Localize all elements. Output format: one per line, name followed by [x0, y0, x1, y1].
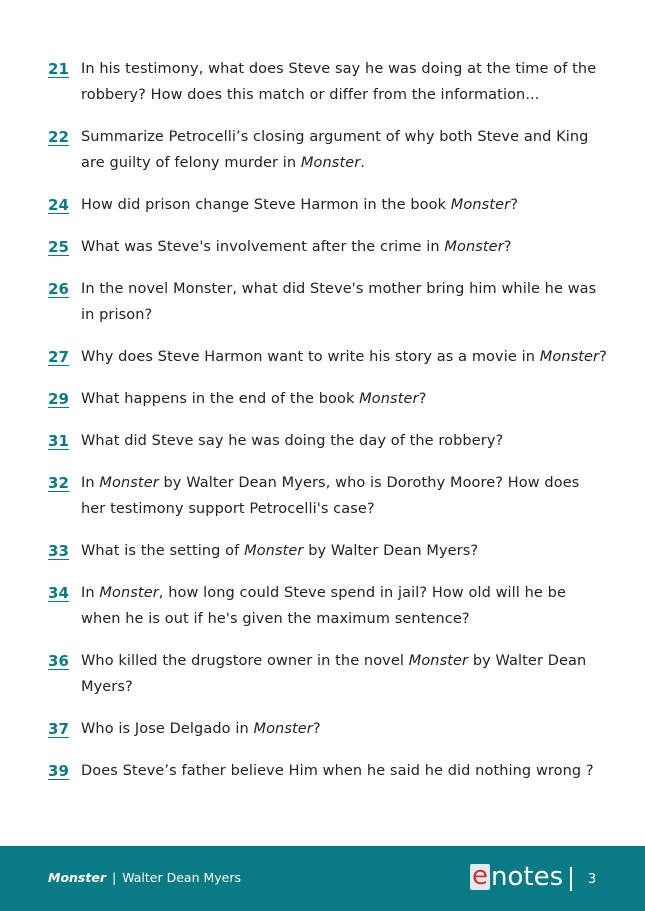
book-title-italic: Monster [408, 653, 469, 669]
text-segment: How did prison change Steve Harmon in the book [81, 197, 451, 213]
question-text [81, 192, 608, 218]
book-title-italic: Monster [359, 391, 419, 407]
question-number-link[interactable]: 39 [48, 762, 70, 780]
logo-notes: notes [491, 862, 564, 892]
text-segment: Summarize Petrocelli’s closing argument of why both Steve and King are guilty of felony murder in [81, 129, 589, 171]
question-text [81, 758, 608, 784]
question-number-link[interactable]: 31 [48, 432, 70, 450]
question-number-link[interactable]: 36 [48, 652, 70, 670]
question-text [81, 234, 608, 260]
footer-title: Monster [48, 870, 106, 885]
text-segment: Who is Jose Delgado in [81, 721, 254, 737]
text-segment: What happens in the end of the book [81, 391, 360, 407]
question-number-link[interactable]: 24 [48, 196, 70, 214]
book-title-italic: Monster [539, 349, 600, 365]
text-segment: In his testimony, what does Steve say he was doing at the time of the robbery? How does this match or differ from the information... [81, 61, 597, 103]
question-text [81, 124, 608, 176]
text-segment: What did Steve say he was doing the day of the robbery? [81, 433, 504, 449]
question-item [48, 124, 608, 176]
book-title-italic: Monster [450, 197, 511, 213]
question-number-link[interactable]: 32 [48, 474, 70, 492]
text-segment: ? [599, 349, 607, 365]
page-number: 3 [588, 872, 597, 887]
question-item [48, 192, 608, 218]
question-text [81, 538, 608, 564]
question-item [48, 234, 608, 260]
question-number-link[interactable]: 21 [48, 60, 70, 78]
question-item [48, 428, 608, 454]
book-title-italic: Monster [444, 239, 504, 255]
question-item [48, 648, 608, 700]
question-item [48, 276, 608, 328]
text-segment: In [81, 585, 100, 601]
question-item [48, 386, 608, 412]
question-number-link[interactable]: 22 [48, 128, 70, 146]
footer-separator: | [111, 870, 117, 885]
text-segment: by Walter Dean Myers, who is Dorothy Moore? How does her testimony support Petrocelli's case? [81, 475, 580, 517]
footer-divider [570, 867, 572, 891]
text-segment: . [360, 155, 366, 171]
book-title-italic: Monster [253, 721, 313, 737]
question-number-link[interactable]: 33 [48, 542, 70, 560]
question-item [48, 716, 608, 742]
question-number-link[interactable]: 27 [48, 348, 70, 366]
footer-author: Walter Dean Myers [122, 870, 241, 885]
book-title-italic: Monster [99, 475, 159, 491]
footer-book-info [48, 870, 241, 885]
text-segment: ? [418, 391, 427, 407]
text-segment: Who killed the drugstore owner in the novel [81, 653, 409, 669]
text-segment: by Walter Dean Myers? [303, 543, 479, 559]
footer [0, 846, 645, 911]
text-segment: What was Steve's involvement after the crime in [81, 239, 445, 255]
question-item [48, 470, 608, 522]
question-text [81, 716, 608, 742]
text-segment: Does Steve’s father believe Him when he said he did nothing wrong ? [81, 763, 594, 779]
logo-e: e [472, 861, 488, 891]
text-segment: ? [510, 197, 518, 213]
question-item [48, 580, 608, 632]
question-text [81, 648, 608, 700]
question-number-link[interactable]: 25 [48, 238, 70, 256]
question-number-link[interactable]: 37 [48, 720, 70, 738]
text-segment: Why does Steve Harmon want to write his story as a movie in [81, 349, 540, 365]
question-text [81, 386, 608, 412]
question-item [48, 758, 608, 784]
question-text [81, 344, 608, 370]
question-item [48, 56, 608, 108]
text-segment: ? [312, 721, 321, 737]
text-segment: ? [503, 239, 512, 255]
question-text [81, 470, 608, 522]
text-segment: In the novel Monster, what did Steve's mother bring him while he was in prison? [81, 281, 597, 323]
text-segment: , how long could Steve spend in jail? How old will he be when he is out if he's given the maximum sentence? [81, 585, 566, 627]
question-item [48, 344, 608, 370]
question-text [81, 428, 608, 454]
question-number-link[interactable]: 29 [48, 390, 70, 408]
question-number-link[interactable]: 26 [48, 280, 70, 298]
enotes-logo[interactable] [470, 863, 563, 891]
question-text [81, 56, 608, 108]
question-item [48, 538, 608, 564]
book-title-italic: Monster [300, 155, 361, 171]
book-title-italic: Monster [244, 543, 304, 559]
question-text [81, 580, 608, 632]
text-segment: by Walter Dean Myers? [81, 653, 587, 695]
book-title-italic: Monster [99, 585, 159, 601]
text-segment: What is the setting of [81, 543, 245, 559]
text-segment: In [81, 475, 100, 491]
question-list [48, 56, 608, 800]
question-text [81, 276, 608, 328]
question-number-link[interactable]: 34 [48, 584, 70, 602]
